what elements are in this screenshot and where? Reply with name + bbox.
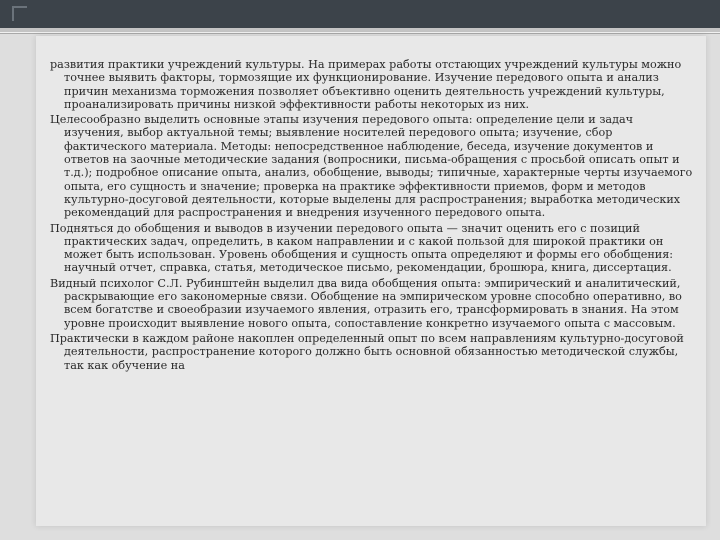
paragraph-1: развития практики учреждений культуры. На примерах работы отстающих учреждений культуры можно точнее выявить факторы, тормозящие их функционирование. Изучение передового опыта и анализ причин механизма торможения позволяет объективно оценить деятельность учреждений культуры, проанализировать причины низкой эффективности работы некоторых из них. [50,58,682,111]
paragraph-4: Видный психолог С.Л. Рубинштейн выделил два вида обобщения опыта: эмпирический и аналитический, раскрывающие его закономерные связи. Обобщение на эмпирическом уровне способно оперативно, во всем богатстве и своеобразии изучаемого явления, отразить его, трансформировать в знания. На этом уровне происходит выявление нового опыта, сопоставление конкретно изучаемого опыта с массовым. [50,276,682,330]
document-body [50,58,695,374]
paragraph-5: Практически в каждом районе накоплен определенный опыт по всем направлениям культурно-досуговой деятельности, распространение которого должно быть основной обязанностью методической службы, так как обучение на [50,331,684,372]
paragraph-2: Целесообразно выделить основные этапы изучения передового опыта: определение цели и задач изучения, выбор актуальной темы; выявление носителей передового опыта; изучение, сбор фактического материала. Методы: непосредственное наблюдение, беседа, изучение документов и ответов на заочные методические задания (вопросники, письма-обращения с просьбой описать опыт и т.д.); подробное описание опыта, анализ, обобщение, выводы; типичные, характерные черты изучаемого опыта, его сущность и значение; проверка на практике эффективности приемов, форм и методов культурно-досуговой деятельности, которые выделены для распространения; выработка методических рекомендаций для распространения и внедрения изученного передового опыта. [50,113,693,220]
paragraph-3: Подняться до обобщения и выводов в изучении передового опыта — значит оценить его с позиций практических задач, определить, в каком направлении и с какой пользой для широкой практики он может быть использован. Уровень обобщения и сущность опыта определяют и формы его обобщения: научный отчет, справка, статья, методическое письмо, рекомендации, брошюра, книга, диссертация. [50,221,674,275]
decorative-corner-icon [10,4,30,24]
top-banner [0,0,720,28]
top-divider [0,33,720,34]
